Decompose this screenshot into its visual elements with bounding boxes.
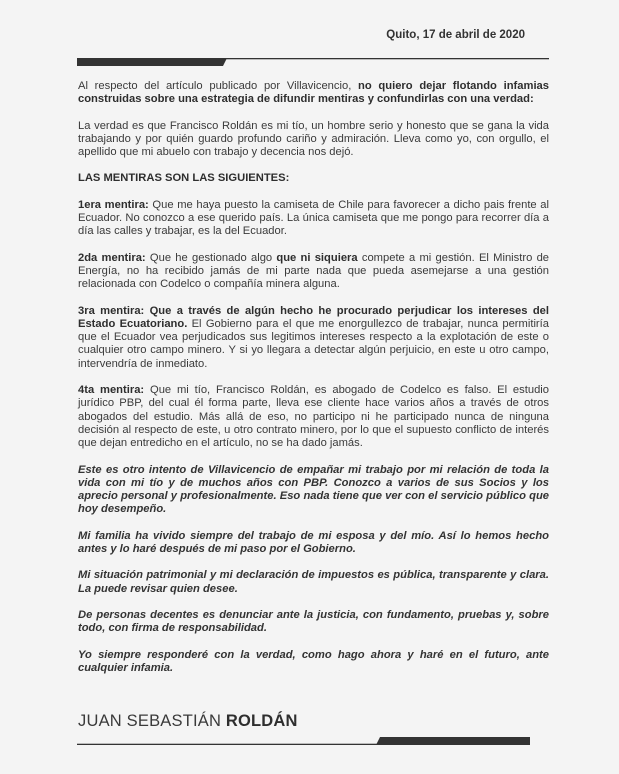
intro-paragraph: [78, 80, 549, 107]
lie-1-text: Que me haya puesto la camiseta de Chile para favorecer a dicho pais frente al Ecuador. No conozco a ese querido país. La única camiseta que me pongo para recorrer día a día las calles y trabajar, es la del Ecuador.: [78, 198, 549, 238]
lie-3-label: 3ra mentira: Que a través de algún hecho he procurado perjudicar los intereses del Estado Ecuatoriano.: [78, 304, 549, 330]
lie-1-paragraph: [78, 199, 549, 239]
closing-paragraph-5: Yo siempre responderé con la verdad, como hago ahora y haré en el futuro, ante cualquier infamia.: [78, 648, 549, 674]
lie-3-text: El Gobierno para el que me enorgullezco de trabajar, nunca permitiría que el Ecuador vea perjudicados sus legitimos intereses respecto a la explotación de este o cualquier otro campo minero. Y si yo llegara a detectar algún perjuicio, en este u otro campo, intervendría de inmediato.: [78, 317, 549, 370]
lie-2-bold: que ni siquiera: [276, 251, 358, 264]
lie-2-text-after: compete a mi gestión. El Ministro de Energía, no ha recibido jamás de mi parte nada que pueda asemejarse a una gestión relacionada con Codelco o compañía minera alguna.: [78, 251, 550, 291]
closing-paragraph-4: De personas decentes es denunciar ante la justicia, con fundamento, pruebas y, sobre todo, con firma de responsabilidad.: [78, 608, 549, 635]
header-rule-thin-line: [222, 58, 549, 59]
footer-rule: [77, 736, 530, 748]
lie-4-text: Que mi tío, Francisco Roldán, es abogado de Codelco es falso. El estudio jurídico PBP, del cual él forma parte, lleva ese cliente hace varios años a través de otros abogados del estudio. Más allá de eso, no participo ni he participado nunca de ninguna decisión al respecto de este, u otro contrato minero, por lo que el supuesto conflicto de interés que dejan entredicho en el artículo, no se ha dado jamás.: [78, 384, 549, 450]
intro-bold: no quiero dejar flotando infamias construidas sobre una estrategia de difundir mentiras y confundirlas con una verdad:: [78, 80, 549, 106]
signature-given-names: JUAN SEBASTIÁN: [78, 712, 226, 730]
lie-4-label: 4ta mentira:: [78, 384, 145, 397]
lies-heading: LAS MENTIRAS SON LAS SIGUIENTES:: [78, 172, 290, 185]
signature: [78, 712, 298, 731]
footer-rule-thick-segment: [381, 737, 530, 745]
lie-1-label: 1era mentira:: [78, 198, 149, 211]
truth-paragraph: La verdad es que Francisco Roldán es mi tío, un hombre serio y honesto que se gana la vida trabajando y por quién guardo profundo cariño y admiración. Lleva como yo, con orgullo, el apellido que mi abuelo con trabajo y decencia nos dejó.: [78, 119, 549, 159]
lie-3-paragraph: [78, 305, 549, 371]
date-line: Quito, 17 de abril de 2020: [386, 29, 525, 41]
lie-2-text-before: Que he gestionado algo: [145, 251, 277, 264]
header-rule: [77, 57, 549, 69]
lie-4-paragraph: [78, 384, 549, 450]
closing-paragraph-1: Este es otro intento de Villavicencio de empañar mi trabajo por mi relación de toda la vida con mi tío y de muchos años con PBP. Conozco a varios de sus Socios y los aprecio personal y profesionalmente. Eso nada tiene que ver con el servicio público que hoy desempeño.: [78, 463, 549, 516]
header-rule-thick-segment: [77, 58, 222, 66]
intro-normal: Al respecto del artículo publicado por Villavicencio,: [78, 80, 359, 92]
lie-2-paragraph: [78, 252, 549, 292]
closing-paragraph-2: Mi familia ha vivido siempre del trabajo de mi esposa y del mío. Así lo hemos hecho antes y lo haré después de mi paso por el Gobierno.: [78, 529, 549, 556]
letter-body: [78, 80, 549, 688]
closing-paragraph-3: Mi situación patrimonial y mi declaración de impuestos es pública, transparente y clara. La puede revisar quien desee.: [78, 569, 549, 595]
signature-surname: ROLDÁN: [225, 712, 298, 730]
footer-rule-thin-line: [77, 744, 377, 745]
lie-2-label: 2da mentira:: [78, 251, 146, 264]
